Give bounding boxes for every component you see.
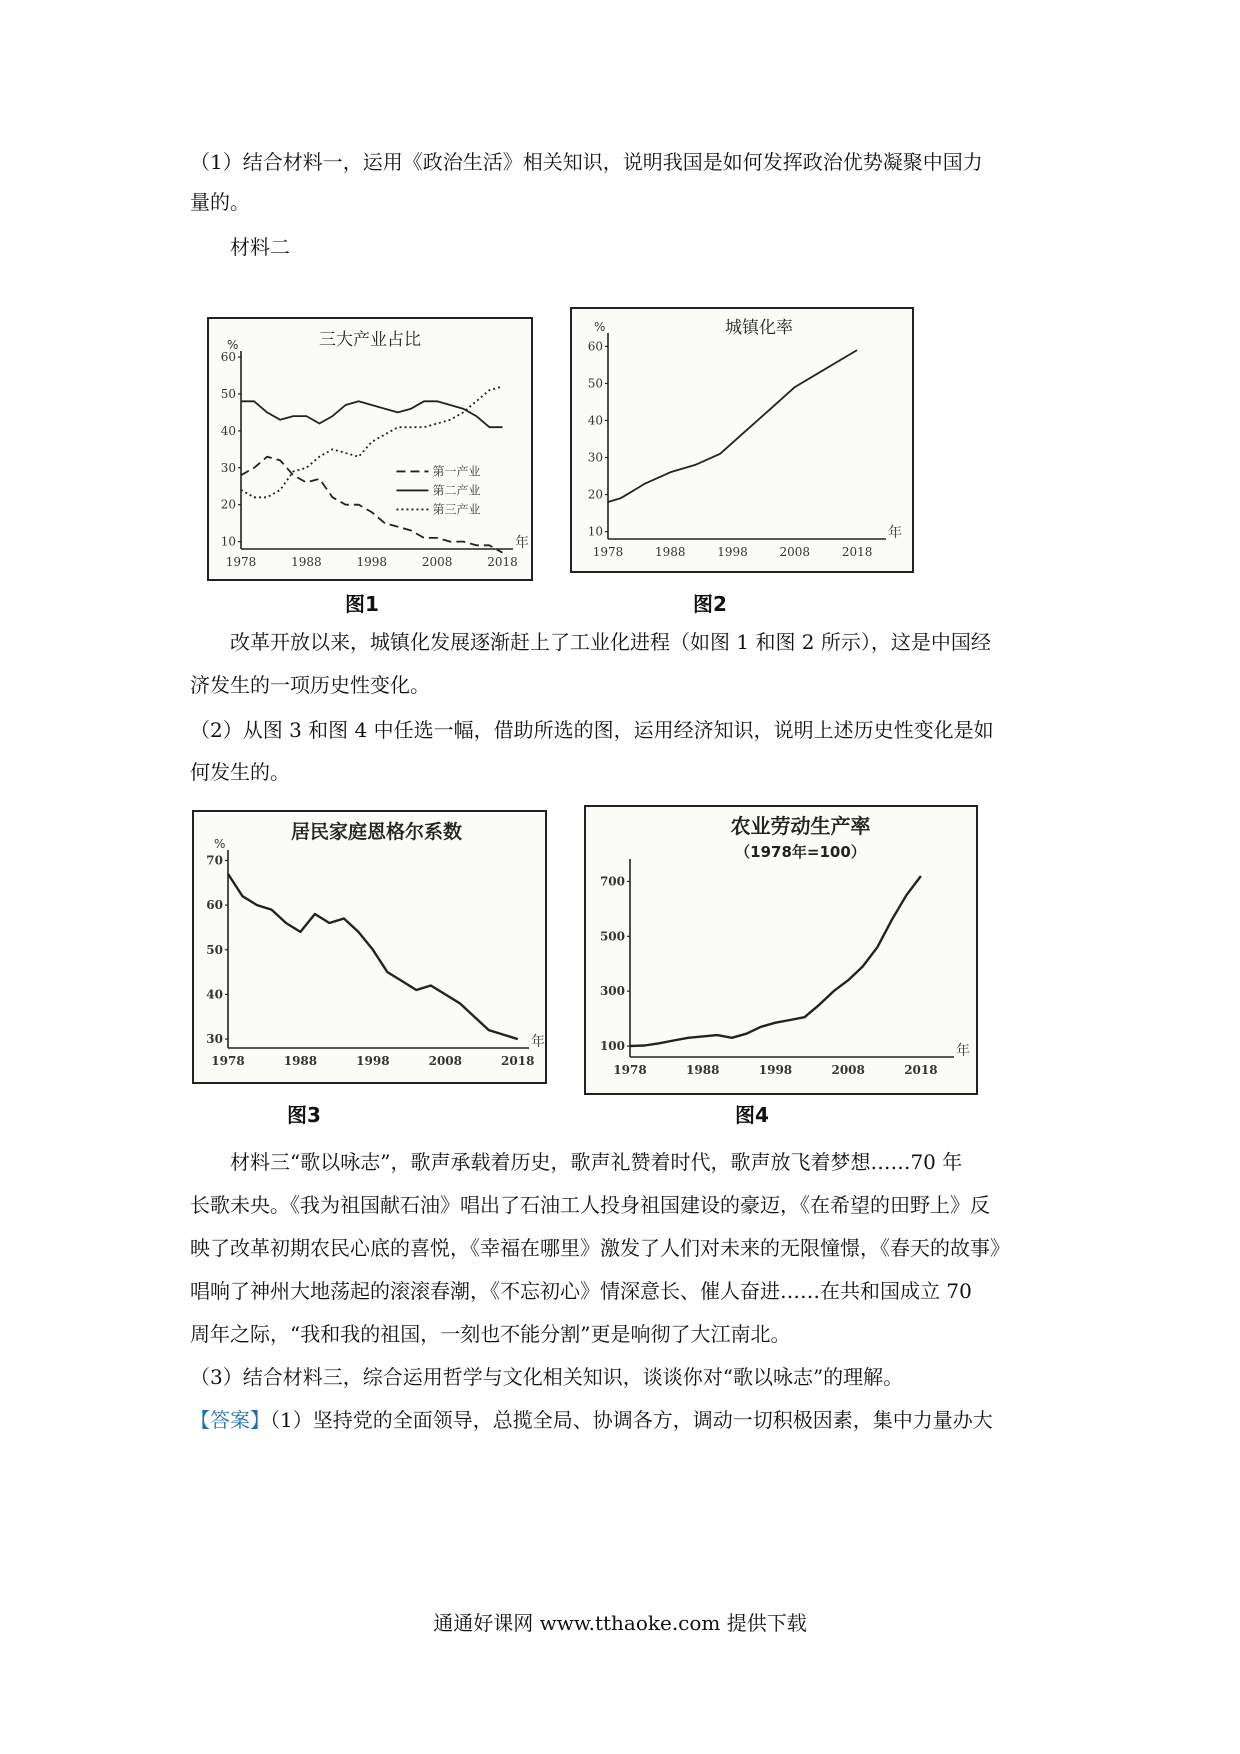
- answer-text: （1）坚持党的全面领导，总揽全局、协调各方，调动一切积极因素，集中力量办大: [270, 1408, 993, 1432]
- y-tick-label: 30: [587, 450, 603, 465]
- series-line-1: [228, 874, 518, 1039]
- page-footer: 通通好课网 www.tthaoke.com 提供下载: [433, 1611, 807, 1635]
- y-tick-label: 60: [220, 350, 236, 364]
- material-3-line-4: 唱响了神州大地荡起的滚滚春潮，《不忘初心》情深意长、催人奋进……在共和国成立 70: [190, 1279, 972, 1303]
- figure-1-caption: 图1: [345, 592, 379, 616]
- chart-agri-productivity-svg: [586, 807, 976, 1093]
- material-3-line-3: 映了改革初期农民心底的喜悦，《幸福在哪里》激发了人们对未来的无限憧憬，《春天的故事》: [190, 1236, 1010, 1260]
- x-tick-label: 2018: [841, 545, 873, 559]
- legend-label: 第二产业: [432, 483, 481, 498]
- series-line-3: [241, 387, 503, 498]
- y-tick-label: 70: [206, 853, 223, 868]
- y-tick-label: 10: [220, 534, 236, 549]
- figure-2-caption: 图2: [693, 592, 727, 616]
- y-tick-label: 20: [220, 497, 236, 512]
- x-tick-label: 1988: [291, 555, 322, 569]
- y-axis-label: %: [227, 338, 239, 352]
- chart-urbanization-rate: [570, 307, 914, 573]
- chart-industry-share: [207, 317, 533, 581]
- x-tick-label: 1998: [356, 1054, 390, 1068]
- y-tick-label: 30: [220, 460, 236, 475]
- answer-tag: 【答案】: [190, 1408, 270, 1432]
- series-line-2: [241, 401, 503, 427]
- question-3: （3）结合材料三，综合运用哲学与文化相关知识，谈谈你对“歌以咏志”的理解。: [190, 1365, 904, 1389]
- y-tick-label: 10: [587, 524, 603, 539]
- series-line-1: [608, 350, 857, 502]
- y-tick-label: 700: [599, 874, 625, 889]
- x-tick-label: 1988: [686, 1063, 720, 1077]
- x-axis-label: 年: [531, 1034, 545, 1050]
- y-tick-label: 50: [206, 942, 223, 957]
- x-tick-label: 1998: [356, 555, 388, 569]
- x-tick-label: 2018: [501, 1054, 535, 1068]
- y-tick-label: 300: [599, 984, 625, 999]
- material-2-text-line-2: 济发生的一项历史性变化。: [190, 673, 430, 697]
- chart-title: 农业劳动生产率: [730, 814, 871, 838]
- material-3-line-2: 长歌未央。《我为祖国献石油》唱出了石油工人投身祖国建设的豪迈，《在希望的田野上》反: [190, 1193, 990, 1217]
- y-tick-label: 40: [220, 423, 236, 438]
- y-tick-label: 50: [587, 376, 603, 391]
- x-tick-label: 2018: [904, 1063, 938, 1077]
- figure-3-caption: 图3: [287, 1103, 321, 1127]
- chart-title: 居民家庭恩格尔系数: [291, 821, 463, 843]
- chart-agri-productivity: [584, 805, 978, 1095]
- y-axis-label: %: [214, 837, 226, 851]
- y-tick-label: 20: [587, 487, 603, 502]
- question-1-line-2: 量的。: [190, 190, 250, 214]
- material-3-line-1: 材料三“歌以咏志”，歌声承载着历史，歌声礼赞着时代，歌声放飞着梦想……70 年: [230, 1150, 963, 1174]
- material-2-label: 材料二: [230, 235, 290, 259]
- chart-urbanization-rate-svg: [572, 309, 912, 571]
- x-tick-label: 1998: [758, 1063, 793, 1077]
- x-tick-label: 2018: [487, 555, 518, 569]
- x-tick-label: 2008: [428, 1054, 463, 1068]
- material-3-line-5: 周年之际，“我和我的祖国，一刻也不能分割”更是响彻了大江南北。: [190, 1322, 791, 1346]
- x-tick-label: 1978: [592, 545, 624, 559]
- chart-industry-share-svg: [209, 319, 531, 579]
- legend-label: 第一产业: [432, 464, 481, 479]
- x-tick-label: 1988: [283, 1054, 318, 1068]
- question-2-line-1: （2）从图 3 和图 4 中任选一幅，借助所选的图，运用经济知识，说明上述历史性变化是如: [190, 718, 994, 742]
- chart-title: 三大产业占比: [319, 330, 421, 350]
- x-tick-label: 1978: [613, 1063, 647, 1077]
- x-tick-label: 2008: [779, 545, 811, 559]
- chart-engel-coefficient: [192, 810, 547, 1084]
- y-tick-label: 60: [206, 898, 223, 913]
- y-tick-label: 30: [206, 1032, 223, 1047]
- x-tick-label: 1988: [654, 545, 686, 559]
- y-tick-label: 500: [599, 929, 625, 944]
- x-tick-label: 1978: [225, 555, 257, 569]
- series-line-1: [630, 876, 921, 1046]
- y-axis-label: %: [594, 320, 606, 334]
- material-2-text-line-1: 改革开放以来，城镇化发展逐渐赶上了工业化进程（如图 1 和图 2 所示），这是中国经: [230, 630, 991, 654]
- legend-label: 第三产业: [432, 502, 481, 517]
- y-tick-label: 40: [587, 413, 603, 428]
- x-tick-label: 2008: [831, 1063, 865, 1077]
- x-tick-label: 1998: [717, 545, 748, 559]
- figure-4-caption: 图4: [735, 1103, 769, 1127]
- chart-engel-coefficient-svg: [194, 812, 545, 1082]
- chart-title: 城镇化率: [725, 318, 793, 338]
- y-tick-label: 40: [206, 987, 223, 1002]
- question-2-line-2: 何发生的。: [190, 760, 290, 784]
- question-1-line-1: （1）结合材料一，运用《政治生活》相关知识，说明我国是如何发挥政治优势凝聚中国力: [190, 150, 983, 174]
- x-axis-label: 年: [956, 1043, 970, 1059]
- x-axis-label: 年: [888, 525, 902, 541]
- y-tick-label: 60: [587, 339, 603, 354]
- x-tick-label: 1978: [211, 1054, 245, 1068]
- x-tick-label: 2008: [421, 555, 453, 569]
- x-axis-label: 年: [515, 535, 529, 551]
- y-tick-label: 100: [599, 1039, 625, 1054]
- chart-subtitle: （1978年=100）: [735, 843, 866, 861]
- y-tick-label: 50: [220, 386, 236, 401]
- answer-line: [190, 1403, 1060, 1437]
